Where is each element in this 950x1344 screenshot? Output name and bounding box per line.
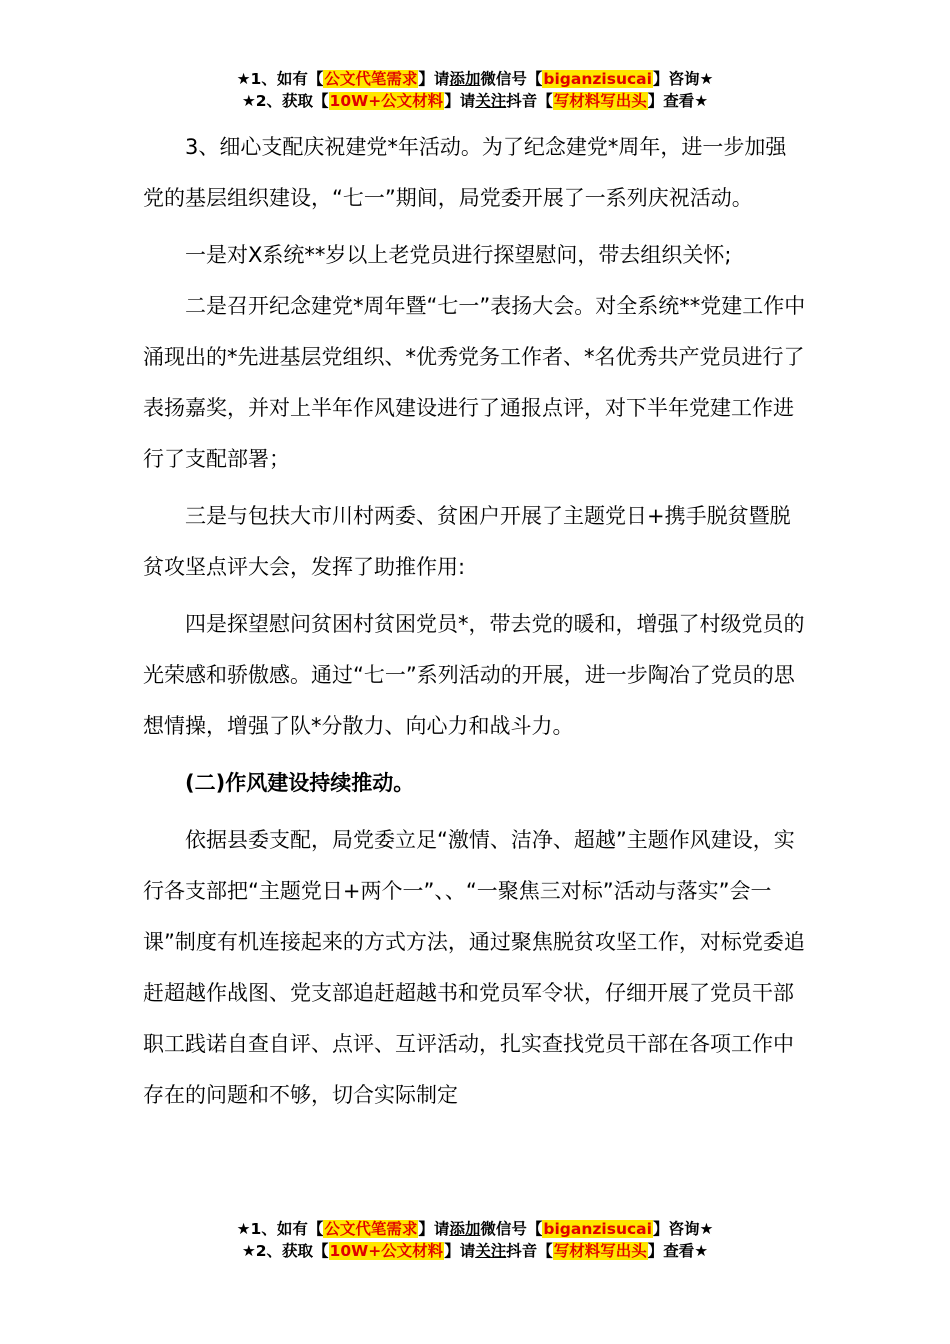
banner-text: 】请 — [418, 70, 450, 88]
banner-text: 微信号【 — [480, 1220, 543, 1238]
wechat-id: biganzisucai — [543, 1220, 652, 1238]
header-banner — [0, 68, 950, 112]
paragraph: 四是探望慰问贫困村贫困党员*，带去党的暖和，增强了村级党员的光荣感和骄傲感。通过“七一”系列活动的开展，进一步陶冶了党员的思想情操，增强了队*分散力、向心力和战斗力。 — [143, 612, 805, 738]
banner-text: ★2、获取【 — [241, 1242, 329, 1260]
underlined-text: 添加 — [449, 70, 481, 88]
highlight-text: 公文代笔需求 — [324, 70, 418, 88]
section-heading: (二)作风建设持续推动。 — [185, 771, 415, 795]
banner-line-2 — [0, 1240, 950, 1262]
banner-text: 】请 — [444, 92, 476, 110]
banner-line-2 — [0, 90, 950, 112]
banner-text: 】咨询★ — [652, 1220, 714, 1238]
paragraph: 3、细心支配庆祝建党*年活动。为了纪念建党*周年，进一步加强党的基层组织建设，“七一”期间，局党委开展了一系列庆祝活动。 — [143, 135, 787, 210]
banner-text: 】查看★ — [647, 92, 709, 110]
banner-text: 】请 — [444, 1242, 476, 1260]
banner-text: 】查看★ — [647, 1242, 709, 1260]
banner-text: 微信号【 — [480, 70, 543, 88]
banner-text: 抖音【 — [506, 1242, 553, 1260]
highlight-text: 公文代笔需求 — [324, 1220, 418, 1238]
paragraph: 依据县委支配，局党委立足“激情、洁净、超越”主题作风建设，实行各支部把“主题党日+两个一”、、“一聚焦三对标”活动与落实”会一课”制度有机连接起来的方式方法，通过聚焦脱贫攻坚工作，对标党委追赶超越作战图、党支部追赶超越书和党员军令状，仔细开展了党员干部职工践诺自查自评、点评、互评活动，扎实查找党员干部在各项工作中存在的问题和不够，切合实际制定 — [143, 828, 805, 1107]
banner-text: 】请 — [418, 1220, 450, 1238]
footer-banner — [0, 1218, 950, 1262]
underlined-text: 添加 — [449, 1220, 481, 1238]
banner-line-1 — [0, 68, 950, 90]
underlined-text: 关注 — [475, 92, 507, 110]
banner-text: ★1、如有【 — [236, 70, 324, 88]
douyin-account: 写材料写出头 — [553, 1242, 647, 1260]
banner-text: 】咨询★ — [652, 70, 714, 88]
banner-line-1 — [0, 1218, 950, 1240]
highlight-text: 10W+公文材料 — [329, 1242, 444, 1260]
highlight-text: 10W+公文材料 — [329, 92, 444, 110]
wechat-id: biganzisucai — [543, 70, 652, 88]
banner-text: ★2、获取【 — [241, 92, 329, 110]
banner-text: ★1、如有【 — [236, 1220, 324, 1238]
paragraph: 二是召开纪念建党*周年暨“七一”表扬大会。对全系统**党建工作中涌现出的*先进基层党组织、*优秀党务工作者、*名优秀共产党员进行了表扬嘉奖，并对上半年作风建设进行了通报点评，对下半年党建工作进行了支配部署； — [143, 294, 806, 471]
underlined-text: 关注 — [475, 1242, 507, 1260]
douyin-account: 写材料写出头 — [553, 92, 647, 110]
document-body — [143, 122, 807, 1121]
paragraph: 一是对X系统**岁以上老党员进行探望慰问，带去组织关怀; — [185, 243, 732, 267]
banner-text: 抖音【 — [506, 92, 553, 110]
paragraph: 三是与包扶大市川村两委、贫困户开展了主题党日+携手脱贫暨脱贫攻坚点评大会，发挥了助推作用: — [143, 504, 791, 579]
